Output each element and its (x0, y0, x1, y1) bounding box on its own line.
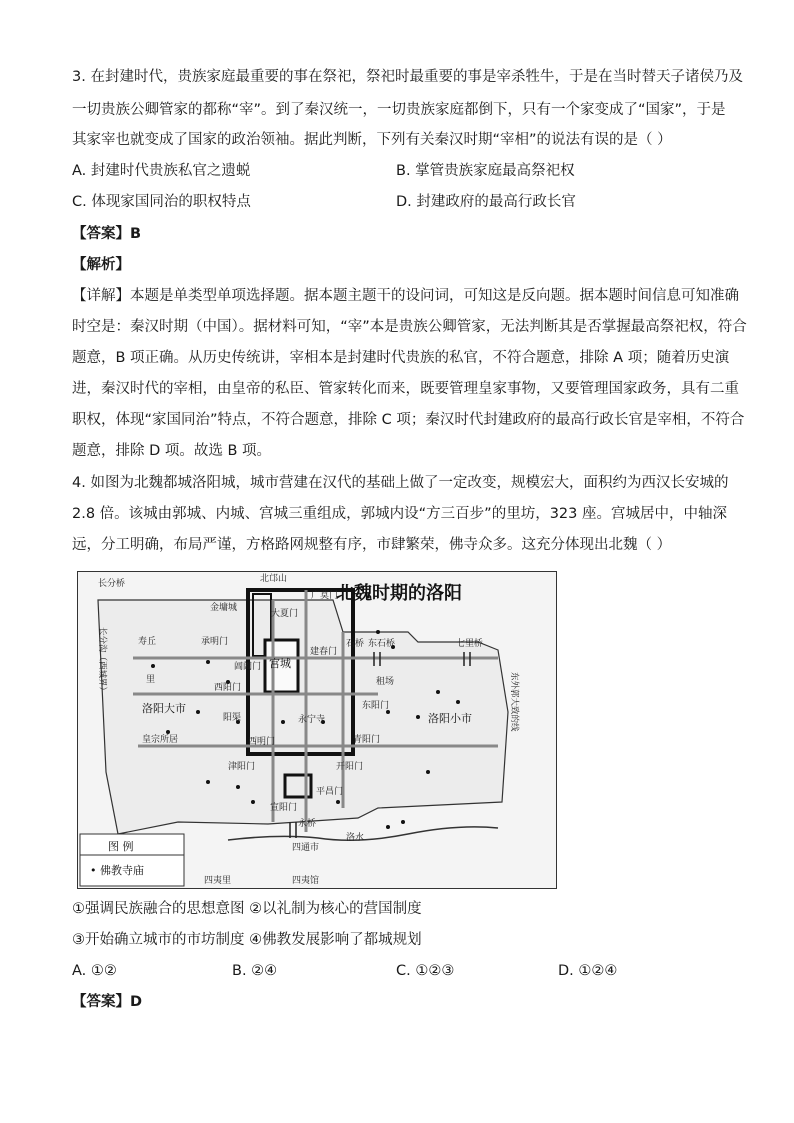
q4-option-d: D. ①②④ (558, 963, 618, 979)
label-pingchangmen: 平昌门 (316, 787, 344, 797)
label-jinyongcheng: 金墉城 (210, 603, 238, 613)
label-beimangshan: 北邙山 (260, 574, 288, 584)
q3-explain-line-2: 时空是：秦汉时期（中国）。据材料可知，“宰”本是贵族公卿管家，无法判断其是否掌握最高祭祀权，符合 (72, 319, 747, 335)
label-east-boundary: 东外郭大致的线 (509, 672, 519, 732)
label-changfenqiao: 长分桥 (98, 579, 126, 589)
q3-answer: 【答案】B (72, 226, 142, 242)
label-shouqiu: 寿丘 (138, 637, 157, 647)
label-ximingmen: 西明门 (248, 737, 276, 747)
label-yangqu: 阳渠 (223, 713, 242, 723)
label-zuchang: 租场 (376, 677, 395, 687)
label-jinyangmen: 津阳门 (228, 762, 256, 772)
q3-option-c: C. 体现家国同治的职权特点 (72, 194, 251, 210)
q4-answer: 【答案】D (72, 994, 143, 1010)
label-xiyangmen: 西阳门 (214, 683, 242, 693)
q3-explain-line-5: 职权，体现“家国同治”特点，不符合题意，排除 C 项；秦汉时代封建政府的最高行政长官是宰相，不符合 (72, 412, 745, 428)
label-qiliqiao: 七里桥 (456, 639, 484, 649)
label-luoshui: 洛水 (346, 833, 365, 843)
label-gongcheng: 宫城 (269, 657, 291, 670)
map-legend (80, 834, 184, 886)
q3-explain-line-6: 题意，排除 D 项。故选 B 项。 (72, 443, 272, 459)
q4-stem-line-2: 2.8 倍。该城由郭城、内城、宫城三重组成，郭城内设“方三百步”的里坊，323 座。宫城居中，中轴深 (72, 506, 727, 522)
legend-title: 图 例 (108, 840, 134, 853)
label-kaiyangmen: 开阳门 (336, 762, 364, 772)
q3-option-d: D. 封建政府的最高行政长官 (396, 194, 576, 210)
label-shiqiao: 石桥 (346, 639, 365, 649)
q3-explain-line-4: 进，秦汉时代的宰相，由皇帝的私臣、管家转化而来，既要管理皇家事物，又要管理国家政务，具有二重 (72, 381, 739, 397)
label-luoyangxiaoshi: 洛阳小市 (428, 712, 472, 725)
label-yongqiao: 永桥 (298, 819, 317, 829)
label-dongyangmen: 东阳门 (362, 701, 390, 711)
label-siyili: 四夷里 (204, 876, 232, 886)
q4-option-b: B. ②④ (232, 963, 278, 979)
q3-stem-line-3: 其家宰也就变成了国家的政治领袖。据此判断，下列有关秦汉时期“宰相”的说法有误的是（ ） (72, 132, 672, 148)
q3-stem-line-1: 3. 在封建时代，贵族家庭最重要的事在祭祀，祭祀时最重要的事是宰杀牲牛，于是在当时替天子诸侯乃及 (72, 69, 743, 85)
q4-option-a: A. ①② (72, 963, 117, 979)
label-dashamen: 大夏门 (271, 609, 299, 619)
luoyang-map-figure (77, 571, 557, 889)
q3-analysis-heading: 【解析】 (72, 257, 130, 273)
q4-option-c: C. ①②③ (396, 963, 455, 979)
q4-stem-line-1: 4. 如图为北魏都城洛阳城，城市营建在汉代的基础上做了一定改变，规模宏大，面积约为西汉长安城的 (72, 475, 729, 491)
q3-option-a: A. 封建时代贵族私官之遗蜕 (72, 163, 251, 179)
label-li: 里 (146, 675, 156, 685)
q4-statements-line-1: ①强调民族融合的思想意图 ②以礼制为核心的营国制度 (72, 901, 422, 917)
map-svg (78, 572, 556, 888)
label-luoyangdashi: 洛阳大市 (142, 702, 186, 715)
label-jianchunmen: 建春门 (310, 647, 338, 657)
label-xuanyangmen: 宣阳门 (270, 803, 298, 813)
label-chengmingmen: 承明门 (201, 637, 229, 647)
legend-temple-item: • 佛教寺庙 (90, 864, 144, 877)
label-changhemen: 阊阖门 (234, 662, 262, 672)
q3-stem-line-2: 一切贵族公卿管家的都称“宰”。到了秦汉统一，一切贵族家庭都倒下，只有一个家变成了“国家”，于是 (72, 102, 726, 118)
label-dongshiqiao: 东石桥 (368, 639, 396, 649)
q4-stem-line-3: 远，分工明确，布局严谨，方格路网规整有序，市肆繁荣，佛寺众多。这充分体现出北魏（ ） (72, 537, 672, 553)
q3-explain-line-3: 题意，B 项正确。从历史传统讲，宰相本是封建时代贵族的私官，不符合题意，排除 A 项；随着历史演 (72, 350, 730, 366)
q3-explain-line-1: 【详解】本题是单类型单项选择题。据本题主题干的设问词，可知这是反向题。据本题时间信息可知准确 (72, 288, 739, 304)
q4-statements-line-2: ③开始确立城市的市坊制度 ④佛教发展影响了都城规划 (72, 932, 422, 948)
label-huangzongsuoju: 皇宗所居 (142, 735, 179, 745)
label-siyiguan: 四夷馆 (292, 876, 320, 886)
q3-option-b: B. 掌管贵族家庭最高祭祀权 (396, 163, 575, 179)
label-qingyangmen: 青阳门 (353, 735, 381, 745)
map-title: 北魏时期的洛阳 (336, 583, 462, 604)
label-sitongshi: 四通市 (292, 843, 320, 853)
label-west-boundary: 长分沟（西城界） (97, 627, 107, 696)
label-yongningsi: 永宁寺 (298, 715, 326, 725)
label-guangmomen: 广莫门 (311, 591, 339, 601)
